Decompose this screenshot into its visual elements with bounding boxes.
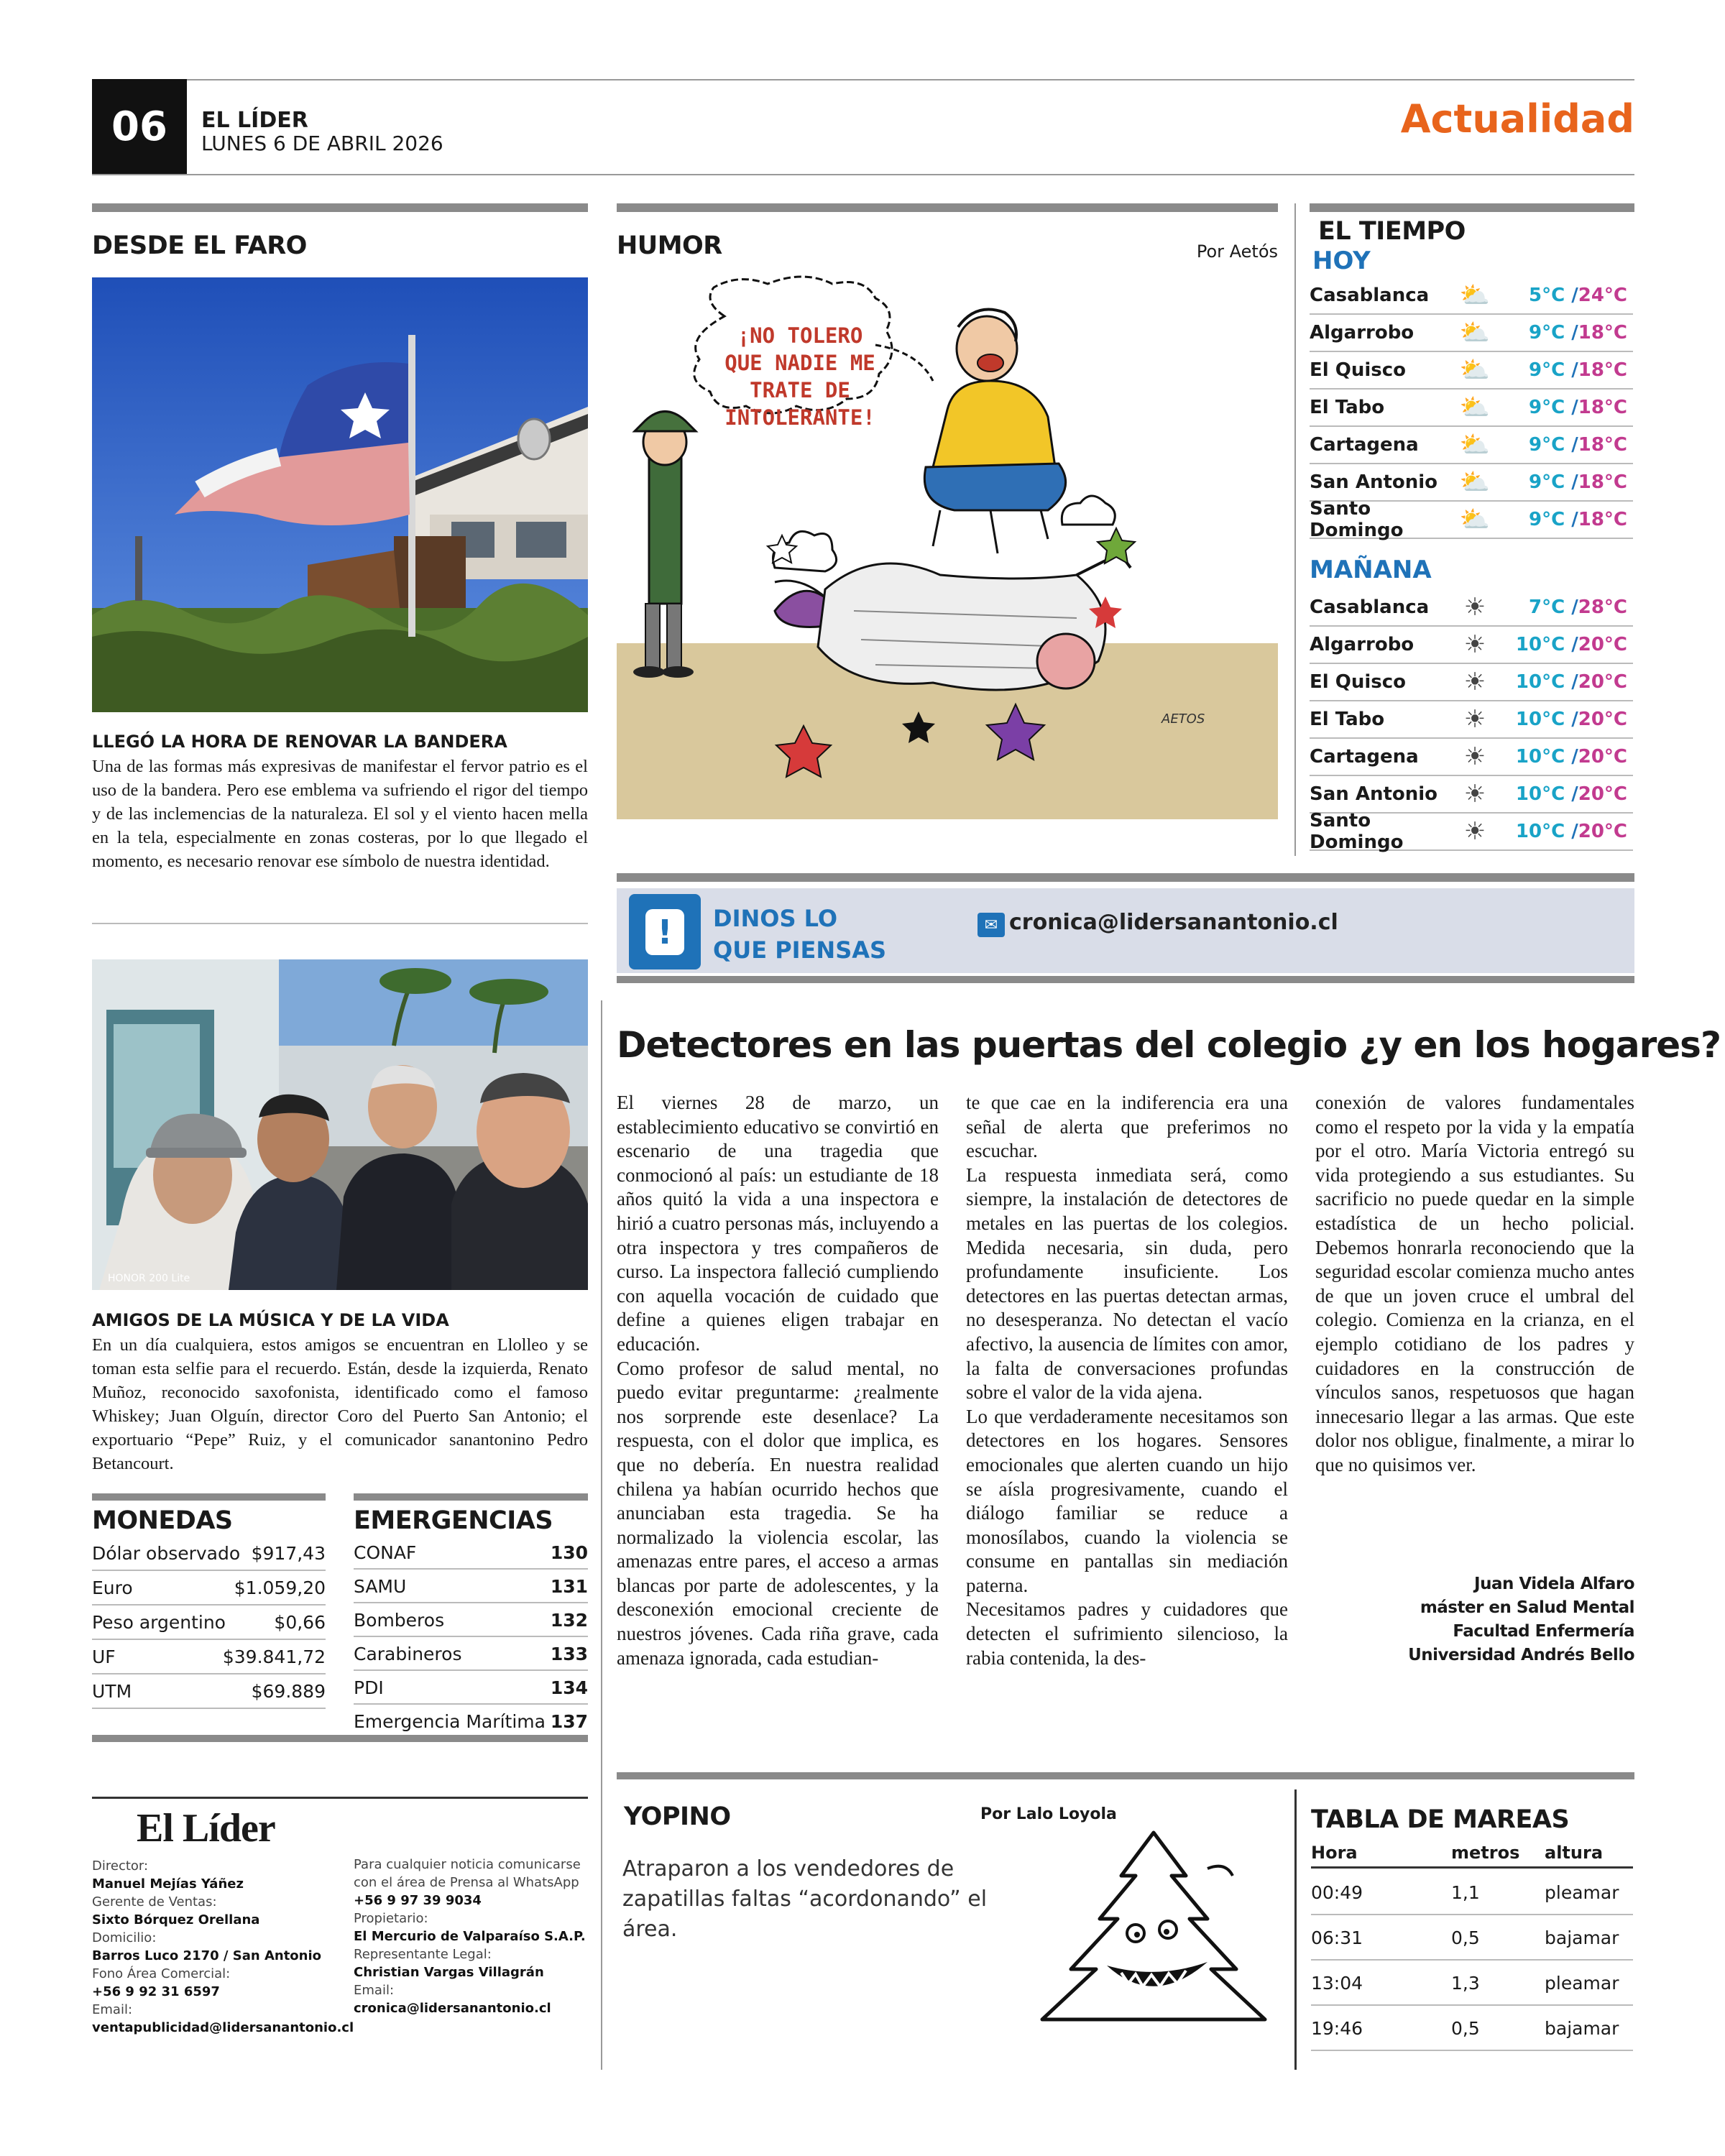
friends-photo — [92, 959, 588, 1290]
temp-separator: / — [1565, 783, 1578, 805]
currency-label: UF — [92, 1646, 116, 1667]
tide-type: bajamar — [1545, 2017, 1619, 2039]
tide-type: pleamar — [1545, 1972, 1619, 1994]
mareas-header-row — [1311, 1843, 1633, 1869]
weather-temp — [1496, 634, 1633, 655]
weather-row — [1310, 498, 1633, 541]
yopino-text: Atraparon a los vendedores de zapatillas faltas “acordonando” el área. — [622, 1856, 988, 1942]
tide-row — [1311, 1916, 1633, 1961]
temp-min: 9°C — [1529, 509, 1565, 530]
partly-sunny-icon: ⛅ — [1459, 318, 1491, 347]
emergency-row — [354, 1705, 588, 1738]
temp-max: 28°C — [1578, 596, 1627, 618]
weather-city: El Tabo — [1310, 709, 1385, 730]
tide-meters: 1,3 — [1451, 1972, 1480, 1994]
temp-max: 20°C — [1578, 634, 1627, 655]
weather-city: Casablanca — [1310, 596, 1430, 618]
currency-row — [92, 1640, 326, 1674]
emergency-number: 132 — [550, 1609, 588, 1631]
temp-separator: / — [1565, 709, 1578, 730]
temp-max: 20°C — [1578, 709, 1627, 730]
emergency-number: 134 — [550, 1677, 588, 1698]
emergency-row — [354, 1570, 588, 1603]
tide-time: 00:49 — [1311, 1881, 1363, 1903]
mareas-header-hora: Hora — [1311, 1843, 1358, 1863]
friends-caption: En un día cualquiera, estos amigos se encuentran en Llolleo y se toman esta selfie para el recuerdo. Están, desde la izquierda, Renato Muñoz, reconocido saxofonista, identificado como el famoso Whiskey; Juan Olguín, director Coro del Puerto San Antonio; el exportuario “Pepe” Ruiz, y el comunicador sanantonino Pedro Betancourt. — [92, 1335, 588, 1473]
partly-sunny-icon: ⛅ — [1459, 393, 1491, 422]
section-title: Actualidad — [1400, 96, 1634, 142]
mareas-header-altura: altura — [1545, 1843, 1604, 1863]
weather-temp — [1496, 671, 1633, 693]
cartoon-signature: AETOS — [1162, 711, 1205, 727]
currency-value: $39.841,72 — [222, 1646, 326, 1667]
dinos-line2: QUE PIENSAS — [713, 936, 887, 964]
temp-min: 9°C — [1529, 434, 1565, 456]
weather-row — [1310, 427, 1633, 464]
staff-value: Sixto Bórquez Orellana — [92, 1912, 260, 1927]
weather-temp — [1496, 596, 1633, 618]
temp-separator: / — [1565, 285, 1578, 306]
weather-city: Cartagena — [1310, 434, 1419, 456]
weather-city: Santo Domingo — [1310, 810, 1404, 853]
currency-value: $69.889 — [251, 1680, 326, 1702]
currency-row — [92, 1606, 326, 1640]
temp-separator: / — [1565, 634, 1578, 655]
email-icon: ✉ — [978, 913, 1005, 937]
weather-city: San Antonio — [1310, 783, 1438, 805]
temp-separator: / — [1565, 359, 1578, 381]
article-paragraph: te que cae en la indiferencia era una señal de alerta que preferimos no escuchar. — [966, 1092, 1288, 1162]
mareas-header-metros: metros — [1451, 1843, 1520, 1863]
faro-title: DESDE EL FARO — [92, 231, 307, 260]
tide-row — [1311, 1871, 1633, 1915]
weather-city: Cartagena — [1310, 746, 1419, 768]
staff-value: El Mercurio de Valparaíso S.A.P. — [354, 1929, 586, 1944]
temp-max: 18°C — [1578, 434, 1627, 456]
weather-row — [1310, 315, 1633, 352]
tide-type: bajamar — [1545, 1927, 1619, 1948]
weather-row — [1310, 810, 1633, 853]
weather-city: San Antonio — [1310, 471, 1438, 493]
currency-label: Dólar observado — [92, 1542, 241, 1564]
weather-row — [1310, 390, 1633, 427]
partly-sunny-icon: ⛅ — [1459, 505, 1491, 534]
temp-min: 10°C — [1515, 709, 1565, 730]
sunny-icon: ☀ — [1463, 668, 1486, 696]
sunny-icon: ☀ — [1463, 705, 1486, 734]
tide-type: pleamar — [1545, 1881, 1619, 1903]
temp-max: 18°C — [1578, 322, 1627, 344]
weather-city: Santo Domingo — [1310, 498, 1404, 541]
emergency-label: SAMU — [354, 1575, 407, 1597]
temp-min: 7°C — [1529, 596, 1565, 618]
weather-row — [1310, 589, 1633, 627]
article-col3 — [1315, 1091, 1634, 1478]
weather-temp — [1496, 746, 1633, 768]
staff-label: Email: — [354, 1983, 395, 1998]
tide-meters: 0,5 — [1451, 2017, 1480, 2039]
emergencias-title: EMERGENCIAS — [354, 1506, 553, 1535]
tide-row — [1311, 1961, 1633, 2006]
temp-separator: / — [1565, 322, 1578, 344]
staff-label: Propietario: — [354, 1911, 428, 1926]
article-col1 — [617, 1091, 939, 1670]
weather-row — [1310, 277, 1633, 315]
temp-min: 10°C — [1515, 821, 1565, 842]
paper-name: EL LÍDER — [201, 108, 308, 133]
article-paragraph: Como profesor de salud mental, no puedo evitar preguntarme: ¿realmente nos sorprende este desenlace? La respuesta, con el dolor que implica, es que no debería. En nuestra realidad chilena ya habían ocurrido hechos que anunciaban esta tragedia. Se ha normalizado la violencia escolar, las amenazas entre pares, el acceso a armas blancas por parte de adolescentes, y la desconexión emocional creciente de nuestros jóvenes. Cada riña grave, cada amenaza ignorada, cada estudian- — [617, 1357, 939, 1669]
currency-row — [92, 1674, 326, 1709]
weather-title: EL TIEMPO — [1318, 217, 1466, 246]
yopino-author: Por Lalo Loyola — [980, 1805, 1117, 1823]
dinos-text — [713, 903, 886, 966]
emergency-row — [354, 1672, 588, 1705]
staff-value: +56 9 97 39 9034 — [354, 1893, 482, 1908]
article-col2 — [966, 1091, 1288, 1670]
weather-row — [1310, 701, 1633, 739]
temp-max: 20°C — [1578, 746, 1627, 768]
currency-label: UTM — [92, 1680, 132, 1702]
staff-intro: Para cualquier noticia comunicarse con el área de Prensa al WhatsApp — [354, 1857, 581, 1890]
temp-min: 10°C — [1515, 783, 1565, 805]
weather-temp — [1496, 434, 1633, 456]
tide-meters: 1,1 — [1451, 1881, 1480, 1903]
partly-sunny-icon: ⛅ — [1459, 356, 1491, 384]
temp-min: 5°C — [1529, 285, 1565, 306]
temp-max: 20°C — [1578, 821, 1627, 842]
temp-min: 9°C — [1529, 322, 1565, 344]
emergency-label: CONAF — [354, 1542, 417, 1563]
staff-value: Manuel Mejías Yáñez — [92, 1876, 244, 1892]
article-headline: Detectores en las puertas del colegio ¿y en los hogares? — [617, 1024, 1721, 1066]
yopino-tree-cartoon — [1028, 1825, 1279, 2041]
temp-separator: / — [1565, 671, 1578, 693]
author-role: máster en Salud Mental — [1420, 1598, 1634, 1617]
temp-separator: / — [1565, 434, 1578, 456]
emergency-row — [354, 1638, 588, 1671]
author-role: Universidad Andrés Bello — [1408, 1646, 1634, 1664]
yopino-title: YOPINO — [624, 1802, 731, 1831]
temp-min: 10°C — [1515, 671, 1565, 693]
emergency-row — [354, 1604, 588, 1637]
weather-row — [1310, 664, 1633, 701]
author-name: Juan Videla Alfaro — [1474, 1575, 1634, 1593]
humor-title: HUMOR — [617, 231, 722, 260]
staff-value: cronica@lidersanantonio.cl — [354, 2001, 551, 2016]
temp-separator: / — [1565, 821, 1578, 842]
article-paragraph: Necesitamos padres y cuidadores que detecten el sufrimiento silencioso, la rabia contenida, la des- — [966, 1598, 1288, 1669]
temp-min: 9°C — [1529, 471, 1565, 493]
sunny-icon: ☀ — [1463, 817, 1486, 846]
sunny-icon: ☀ — [1463, 630, 1486, 659]
staff-label: Domicilio: — [92, 1930, 157, 1945]
temp-separator: / — [1565, 397, 1578, 418]
staff-value: ventapublicidad@lidersanantonio.cl — [92, 2020, 354, 2035]
staff-label: Fono Área Comercial: — [92, 1966, 231, 1981]
tide-meters: 0,5 — [1451, 1927, 1480, 1948]
humor-cartoon — [617, 273, 1278, 819]
weather-row — [1310, 776, 1633, 814]
weather-temp — [1496, 397, 1633, 418]
weather-today-label: HOY — [1312, 247, 1371, 275]
photo-watermark: HONOR 200 Lite — [108, 1273, 190, 1284]
weather-temp — [1496, 783, 1633, 805]
dinos-email-link[interactable]: cronica@lidersanantonio.cl — [1009, 910, 1338, 935]
flag-caption: Una de las formas más expresivas de manifestar el fervor patrio es el uso de la bandera. Pero ese emblema va sufriendo el rigor del tiempo y de las inclemencias de la naturaleza. El sol y el viento hacen mella en la tela, especialmente en zonas costeras, por lo que llegado el momento, es necesario renovar ese símbolo de nuestra identidad. — [92, 757, 588, 871]
temp-min: 9°C — [1529, 397, 1565, 418]
mareas-title: TABLA DE MAREAS — [1311, 1805, 1570, 1834]
article-paragraph: Lo que verdaderamente necesitamos son detectores en los hogares. Sensores emocionales que alerten cuando un hijo se aísla progresivamente, cuando el diálogo familiar se reduce a monosílabos, cuando la violencia se consume en pantallas sin mediación paterna. — [966, 1405, 1288, 1596]
author-role: Facultad Enfermería — [1453, 1622, 1634, 1641]
humor-author: Por Aetós — [1196, 241, 1278, 262]
temp-max: 20°C — [1578, 671, 1627, 693]
temp-max: 18°C — [1578, 509, 1627, 530]
weather-temp — [1496, 359, 1633, 381]
weather-city: El Quisco — [1310, 671, 1406, 693]
temp-max: 18°C — [1578, 471, 1627, 493]
emergency-label: Bomberos — [354, 1609, 445, 1631]
currency-label: Euro — [92, 1577, 133, 1598]
temp-separator: / — [1565, 596, 1578, 618]
currency-label: Peso argentino — [92, 1611, 226, 1633]
weather-city: El Tabo — [1310, 397, 1385, 418]
weather-temp — [1496, 709, 1633, 730]
weather-temp — [1496, 471, 1633, 493]
temp-min: 9°C — [1529, 359, 1565, 381]
currency-row — [92, 1571, 326, 1606]
weather-row — [1310, 739, 1633, 776]
issue-date: LUNES 6 DE ABRIL 2026 — [201, 132, 443, 155]
currency-row — [92, 1537, 326, 1571]
weather-tomorrow-label: MAÑANA — [1310, 556, 1432, 584]
temp-max: 18°C — [1578, 397, 1627, 418]
emergency-number: 130 — [550, 1542, 588, 1563]
sunny-icon: ☀ — [1463, 742, 1486, 771]
tide-time: 19:46 — [1311, 2017, 1363, 2039]
flag-caption-title: LLEGÓ LA HORA DE RENOVAR LA BANDERA — [92, 732, 507, 752]
alert-icon: ! — [629, 894, 701, 969]
currency-value: $1.059,20 — [234, 1577, 326, 1598]
partly-sunny-icon: ⛅ — [1459, 468, 1491, 497]
weather-temp — [1496, 509, 1633, 530]
emergency-label: Carabineros — [354, 1643, 462, 1664]
weather-row — [1310, 352, 1633, 390]
dinos-line1: DINOS LO — [713, 905, 838, 932]
sunny-icon: ☀ — [1463, 780, 1486, 808]
staff-value: Christian Vargas Villagrán — [354, 1965, 544, 1980]
cartoon-speech: ¡NO TOLERO QUE NADIE ME TRATE DE INTOLERANTE! — [724, 323, 875, 430]
staff-label: Email: — [92, 2002, 133, 2017]
tide-time: 06:31 — [1311, 1927, 1363, 1948]
friends-caption-title: AMIGOS DE LA MÚSICA Y DE LA VIDA — [92, 1310, 449, 1330]
weather-row — [1310, 627, 1633, 664]
staff-label: Representante Legal: — [354, 1947, 492, 1962]
weather-temp — [1496, 285, 1633, 306]
partly-sunny-icon: ⛅ — [1459, 281, 1491, 310]
staff-value: Barros Luco 2170 / San Antonio — [92, 1948, 322, 1963]
weather-city: El Quisco — [1310, 359, 1406, 381]
weather-row — [1310, 464, 1633, 502]
emergency-row — [354, 1537, 588, 1570]
temp-separator: / — [1565, 471, 1578, 493]
temp-min: 10°C — [1515, 634, 1565, 655]
staff-label: Gerente de Ventas: — [92, 1894, 217, 1909]
currency-value: $917,43 — [251, 1542, 326, 1564]
emergency-number: 131 — [550, 1575, 588, 1597]
weather-city: Casablanca — [1310, 285, 1430, 306]
temp-separator: / — [1565, 509, 1578, 530]
weather-city: Algarrobo — [1310, 322, 1414, 344]
emergency-label: Emergencia Marítima — [354, 1710, 546, 1732]
partly-sunny-icon: ⛅ — [1459, 430, 1491, 459]
temp-separator: / — [1565, 746, 1578, 768]
tide-time: 13:04 — [1311, 1972, 1363, 1994]
currency-value: $0,66 — [274, 1611, 326, 1633]
staff-value: +56 9 92 31 6597 — [92, 1984, 220, 1999]
emergency-number: 137 — [550, 1710, 588, 1732]
staff-label: Director: — [92, 1858, 149, 1874]
page-number: 06 — [92, 79, 187, 174]
emergency-label: PDI — [354, 1677, 384, 1698]
weather-temp — [1496, 821, 1633, 842]
flag-photo — [92, 277, 588, 712]
article-paragraph: El viernes 28 de marzo, un establecimiento educativo se convirtió en escenario de una tragedia que conmocionó al país: un estudiante de 18 años quitó la vida a una inspectora e hirió a cuatro personas más, incluyendo a otra inspectora y tres compañeros de curso. La inspectora falleció cumpliendo con aquella vocación de cuidado que define a quienes eligen trabajar en educación. — [617, 1092, 939, 1355]
temp-max: 24°C — [1578, 285, 1627, 306]
weather-temp — [1496, 322, 1633, 344]
article-paragraph: conexión de valores fundamentales como el respeto por la vida y la empatía por el otro. María Victoria entregó su vida protegiendo a sus estudiantes. Su sacrificio no puede quedar en la simple estadística de un hecho policial. Debemos honrarla reconociendo que la seguridad escolar comienza mucho antes de que un joven cruce el umbral del colegio. Comienza en la crianza, en el ejemplo cotidiano de los padres y cuidadores en la construcción de vínculos sanos, respetuosos que hagan innecesario llegar a las armas. Que este dolor nos obligue, finalmente, a mirar lo que no quisimos ver. — [1315, 1092, 1634, 1475]
monedas-title: MONEDAS — [92, 1506, 233, 1535]
article-byline — [1408, 1572, 1634, 1667]
article-paragraph: La respuesta inmediata será, como siempre, la instalación de detectores de metales en las puertas de los colegios. Medida necesaria, sin duda, pero profundamente insuficiente. Los detectores en las puertas detectan armas, no desesperanza. No detectan el vacío afectivo, la ausencia de límites con amor, la falta de conversaciones profundas sobre el valor de la vida ajena. — [966, 1164, 1288, 1404]
temp-max: 20°C — [1578, 783, 1627, 805]
weather-city: Algarrobo — [1310, 634, 1414, 655]
staff-logo: El Líder — [137, 1806, 275, 1851]
sunny-icon: ☀ — [1463, 593, 1486, 622]
temp-min: 10°C — [1515, 746, 1565, 768]
tide-row — [1311, 2007, 1633, 2051]
temp-max: 18°C — [1578, 359, 1627, 381]
emergency-number: 133 — [550, 1643, 588, 1664]
